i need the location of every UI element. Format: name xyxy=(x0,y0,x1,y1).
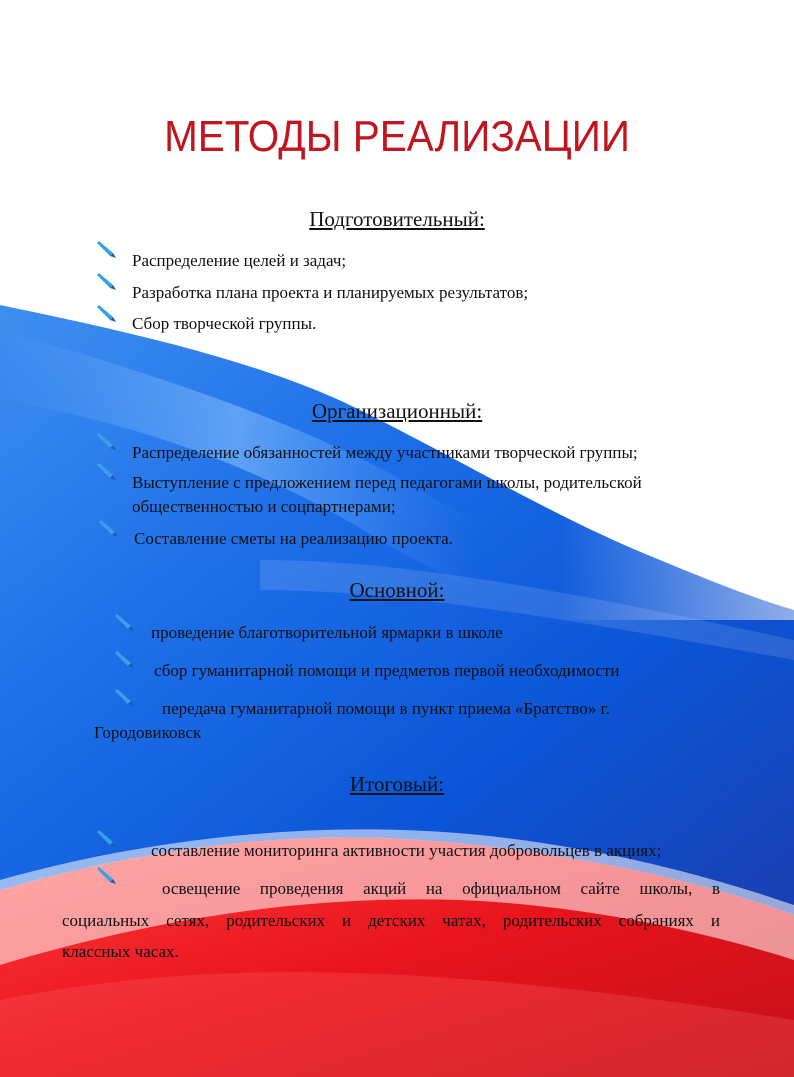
section-heading-organizational: Организационный: xyxy=(311,399,483,423)
list-item: сбор гуманитарной помощи и предметов первой необходимости xyxy=(154,661,620,680)
pencil-icon xyxy=(96,827,118,849)
pencil-icon xyxy=(96,864,118,886)
list-item-continuation: общественностью и соцпартнерами; xyxy=(132,497,396,516)
pencil-icon xyxy=(114,648,136,670)
pencil-icon xyxy=(96,302,118,324)
list-item-continuation: Городовиковск xyxy=(94,723,202,742)
pencil-icon xyxy=(96,460,118,482)
list-item-continuation: классных часах. xyxy=(62,942,179,961)
list-item: освещение проведения акций на официальном сайте школы, в xyxy=(162,879,720,898)
list-item: Сбор творческой группы. xyxy=(132,314,317,333)
list-item: Распределение обязанностей между участниками творческой группы; xyxy=(132,443,638,462)
list-item-continuation: социальных сетях, родительских и детских чатах, родительских собраниях и xyxy=(62,911,720,930)
list-item: Разработка плана проекта и планируемых результатов; xyxy=(132,283,529,302)
list-item: составление мониторинга активности участия добровольцев в акциях; xyxy=(151,841,662,860)
page-title: МЕТОДЫ РЕАЛИЗАЦИИ xyxy=(164,112,630,161)
list-item: Выступление с предложением перед педагогами школы, родительской xyxy=(132,473,642,492)
section-heading-final: Итоговый: xyxy=(349,772,445,796)
section-heading-main: Основной: xyxy=(349,578,445,602)
pencil-icon xyxy=(96,270,118,292)
pencil-icon xyxy=(96,238,118,260)
section-heading-preparatory: Подготовительный: xyxy=(309,207,485,231)
pencil-icon xyxy=(96,430,118,452)
list-item: Составление сметы на реализацию проекта. xyxy=(134,529,453,548)
pencil-icon xyxy=(98,517,120,539)
list-item: проведение благотворительной ярмарки в школе xyxy=(151,623,503,642)
pencil-icon xyxy=(114,611,136,633)
list-item: передача гуманитарной помощи в пункт приема «Братство» г. xyxy=(162,699,610,718)
pencil-icon xyxy=(114,686,136,708)
list-item: Распределение целей и задач; xyxy=(132,251,347,270)
